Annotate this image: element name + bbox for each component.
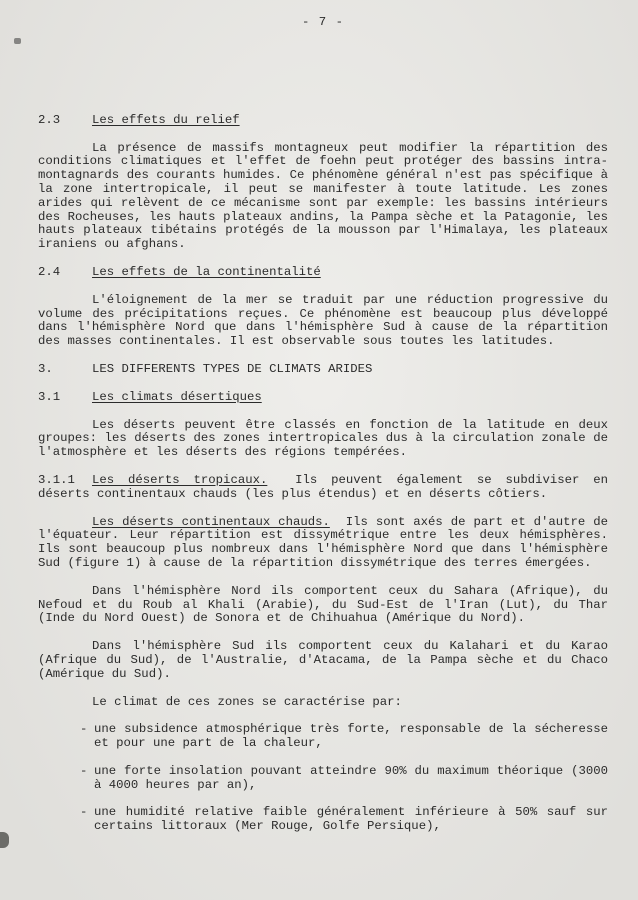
list-item-text: une forte insolation pouvant atteindre 90% du maximum théorique (3000 à 4000 heures par an), [94,763,608,792]
list-item-text: une humidité relative faible généralement inférieure à 50% sauf sur certains littoraux (Mer Rouge, Golfe Persique), [94,805,608,834]
section-title-continentalite: Les effets de la continentalité [92,264,321,279]
paragraph-hemisphere-nord: Dans l'hémisphère Nord ils comportent ceux du Sahara (Afrique), du Nefoud et du Roub al Khali (Arabie), du Sud-Est de l'Iran (Lut), du Thar (Inde du Nord Ouest) de Sonora et de Chihuahua (Amérique du Nord). [38,583,608,626]
run-in-title-continentaux-chauds: Les déserts continentaux chauds. [92,514,330,529]
section-number-2-3: 2.3 [38,112,61,127]
section-heading-2-4 [38,266,608,280]
section-title-climats-desertiques: Les climats désertiques [92,389,262,404]
subsection-title-deserts-tropicaux: Les déserts tropicaux. [92,472,268,487]
page-number: - 7 - [302,15,344,29]
run-in-body-continentaux-chauds: Ils sont axés de part et d'autre de l'équateur. Leur répartition est dissymétrique entre les deux hémisphères. Ils sont beaucoup plus nombreux dans l'hémisphère Nord que dans l'hémisphère Sud (figure 1) à cause de la répartition dissymétrique des terres émergées. [38,514,609,570]
section-title-relief: Les effets du relief [92,112,240,127]
section-number-3: 3. [38,361,53,376]
section-3-1 [38,391,608,460]
paragraph-climats-desertiques: Les déserts peuvent être classés en fonction de la latitude en deux groupes: les déserts des zones intertropicales dus à la circulation zonale de l'atmosphère et les déserts des régions tempérées. [38,417,608,460]
section-number-2-4: 2.4 [38,264,61,279]
list-item [80,806,608,834]
paragraph-climate-intro: Le climat de ces zones se caractérise par: [92,694,402,709]
section-heading-2-3 [38,114,608,128]
section-2-3 [38,114,608,252]
section-heading-3 [38,363,608,377]
section-title-types-climats: LES DIFFERENTS TYPES DE CLIMATS ARIDES [92,361,373,376]
list-item [80,723,608,751]
section-2-4 [38,266,608,349]
paragraph-hemisphere-sud: Dans l'hémisphère Sud ils comportent ceux du Kalahari et du Karao (Afrique du Sud), de l'Australie, d'Atacama, de la Pampa sèche et du Chaco (Amérique du Sud). [38,639,608,681]
subsection-body-deserts-tropicaux: Ils peuvent également se subdiviser en déserts continentaux chauds (les plus étendus) et en déserts côtiers. [38,472,608,501]
paragraph-continentalite: L'éloignement de la mer se traduit par une réduction progressive du volume des précipitations reçues. Ce phénomène est beaucoup plus développé dans l'hémisphère Nord que dans l'hémisphère Sud à cause de la répartition des masses continentales. Il est observable sous toutes les latitudes. [38,292,608,349]
paragraph-deserts-continentaux-chauds [38,516,608,571]
dash-bullet: - [80,763,88,778]
section-3 [38,363,608,377]
paragraph-relief: La présence de massifs montagneux peut modifier la répartition des conditions climatiques et l'effet de foehn peut protéger des bassins intra-montagnards des courants humides. Ce phénomène général n'est pas spécifique à la zone intertropicale, il peut se manifester à toute latitude. Les zones arides qui relèvent de ce mécanisme sont par exemple: les bassins intérieurs des Rocheuses, les hauts plateaux andins, la Pampa sèche et la Patagonie, les hauts plateaux tibétains protégés de la mousson par l'Himalaya, les plateaux iraniens ou afghans. [38,140,608,252]
paragraph-deserts-tropicaux [38,474,608,502]
section-heading-3-1 [38,391,608,405]
dash-bullet: - [80,722,88,737]
dash-bullet: - [80,805,88,820]
scan-artifact-top-left [14,38,21,44]
list-item [80,765,608,793]
list-item-text: une subsidence atmosphérique très forte, responsable de la sécheresse et pour une part de la chaleur, [94,722,608,751]
section-number-3-1: 3.1 [38,389,61,404]
scan-artifact-bottom-left [0,832,9,848]
section-number-3-1-1: 3.1.1 [38,472,75,487]
characteristics-list [80,723,608,834]
